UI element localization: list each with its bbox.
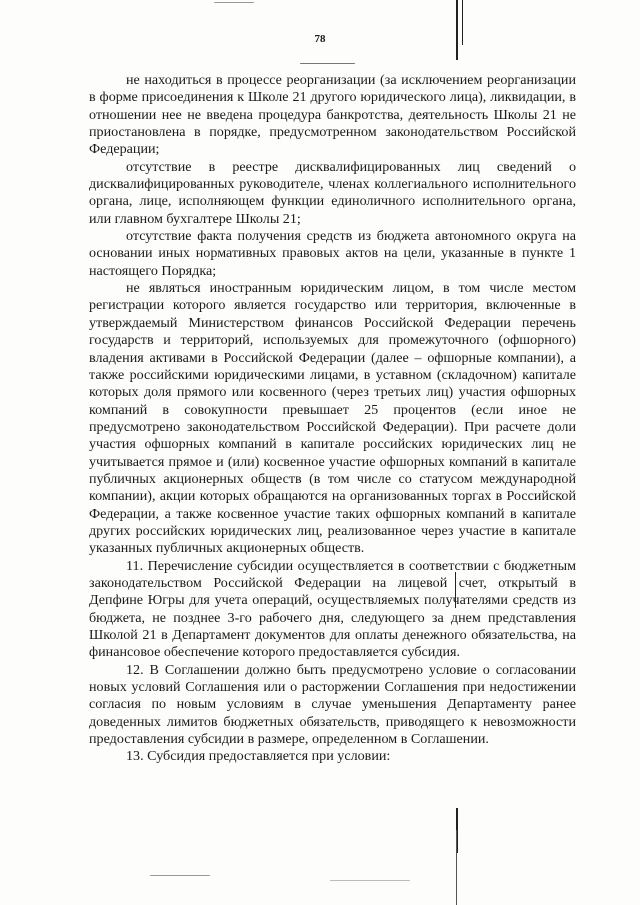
paragraph-disqualified-registry: отсутствие в реестре дисквалифицированных лиц сведений о дисквалифицированных руководителе, членах коллегиального исполнительного органа, лице, исполняющем функции единоличного исполнительного органа, или главном бухгалтере Школы 21; [89, 158, 576, 227]
paragraph-budget-funds: отсутствие факта получения средств из бюджета автономного округа на основании иных нормативных правовых актов на цели, указанные в пункте 1 настоящего Порядка; [89, 228, 576, 279]
paragraph-11-subsidy-transfer: 11. Перечисление субсидии осуществляется в соответствии с бюджетным законодательством Российской Федерации на лицевой счет, открытый в Депфине Югры для учета операций, осуществляемых получателями средств из бюджета, не позднее 3-го рабочего дня, следующего за днем представления Школой 21 в Департамент документов для оплаты денежного обязательства, на финансовое обеспечение которого предоставляется субсидия. [89, 557, 576, 661]
paragraph-offshore-companies: не являться иностранным юридическим лицом, в том числе местом регистрации которого является государство или территория, включенные в утверждаемый Министерством финансов Российской Федерации перечень государств и территорий, используемых для промежуточного (офшорного) владения активами в Российской Федерации (далее – офшорные компании), а также российскими юридическими лицами, в уставном (складочном) капитале которых доля прямого или косвенного (через третьих лиц) участия офшорных компаний в совокупности превышает 25 процентов (если иное не предусмотрено законодательством Российской Федерации). При расчете доли участия офшорных компаний в капитале российских юридических лиц не учитывается прямое и (или) косвенное участие офшорных компаний в капитале публичных акционерных обществ (в том числе со статусом международной компании), акции которых обращаются на организованных торгах в Российской Федерации, а также косвенное участие таких офшорных компаний в капитале других российских юридических лиц, реализованное через участие в капитале указанных публичных акционерных обществ. [89, 280, 576, 557]
scan-speck [150, 875, 210, 876]
paragraph-reorganization: не находиться в процессе реорганизации (за исключением реорганизации в форме присоединения к Школе 21 другого юридического лица), ликвидации, в отношении нее не введена процедура банкротства, деятельность Школы 21 не приостановлена в порядке, предусмотренном законодательством Российской Федерации; [89, 72, 576, 158]
page-number: 78 [314, 33, 326, 45]
paragraph-13-subsidy-condition: 13. Субсидия предоставляется при условии: [126, 748, 391, 765]
paragraph-12-agreement-terms: 12. В Соглашении должно быть предусмотрено условие о согласовании новых условий Соглашения или о расторжении Соглашения при недостижении согласия по новым условиям в случае уменьшения Департаменту ранее доведенных лимитов бюджетных обязательств, приводящего к невозможности предоставления субсидии в размере, определенном в Соглашении. [89, 661, 576, 748]
scan-artifact-bottom-line [456, 830, 457, 905]
scan-speck [214, 2, 254, 3]
scan-speck [330, 880, 410, 881]
scan-artifact-top-line [456, 0, 458, 60]
document-body [89, 72, 576, 766]
scan-speck [300, 63, 355, 64]
